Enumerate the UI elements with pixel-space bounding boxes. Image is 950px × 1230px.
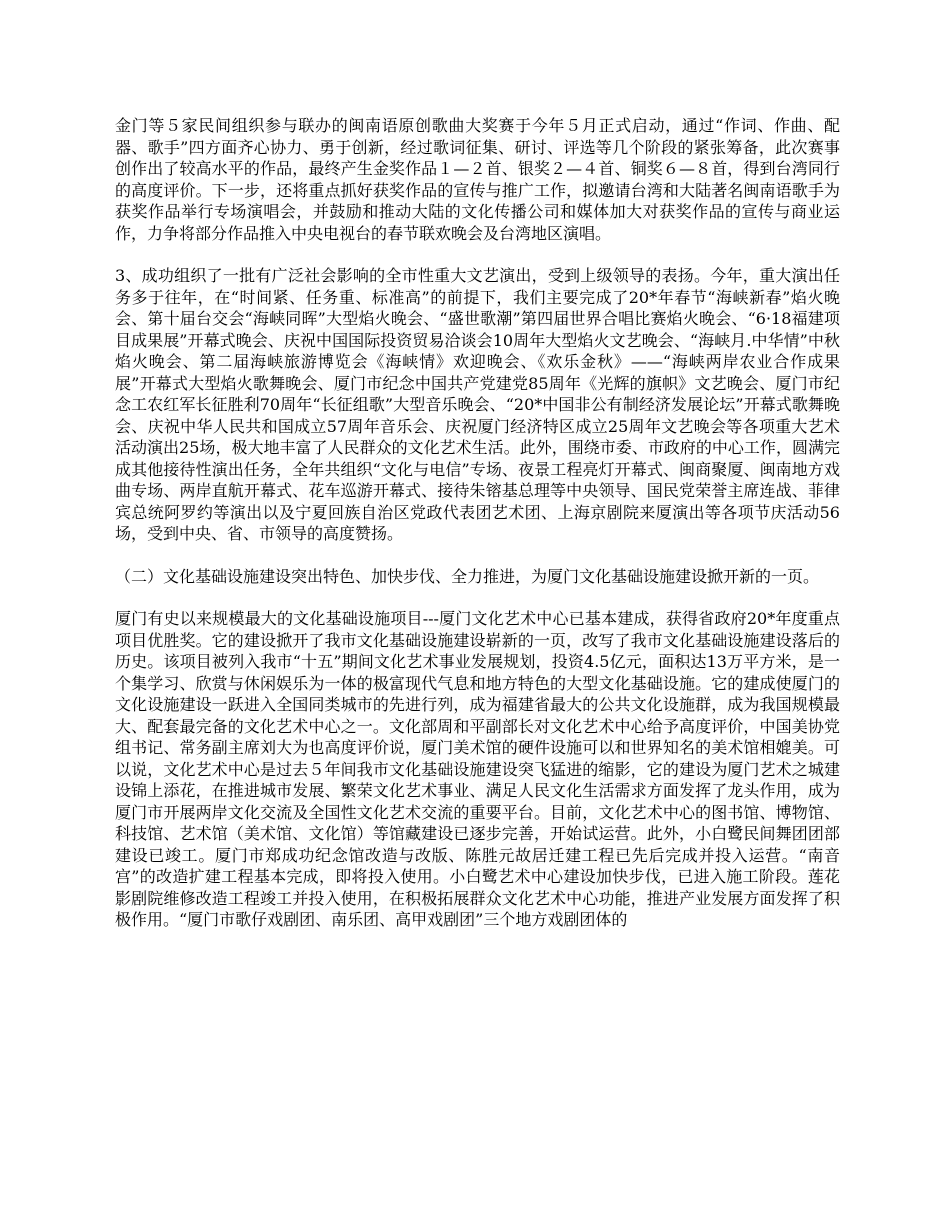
paragraph-major-performances: 3、成功组织了一批有广泛社会影响的全市性重大文艺演出，受到上级领导的表扬。今年，重大演出任务多于往年，在“时间紧、任务重、标准高”的前提下，我们主要完成了20*年春节“海峡新春”焰火晚会、第十届台交会“海峡同晖”大型焰火晚会、“盛世歌潮”第四届世界合唱比赛焰火晚会、“6·18福建项目成果展”开幕式晚会、庆祝中国国际投资贸易洽谈会10周年大型焰火文艺晚会、“海峡月.中华情”中秋焰火晚会、第二届海峡旅游博览会《海峡情》欢迎晚会、《欢乐金秋》——“海峡两岸农业合作成果展”开幕式大型焰火歌舞晚会、厦门市纪念中国共产党建党85周年《光辉的旗帜》文艺晚会、厦门市纪念工农红军长征胜利70周年“长征组歌”大型音乐晚会、“20*中国非公有制经济发展论坛”开幕式歌舞晚会、庆祝中华人民共和国成立57周年音乐会、庆祝厦门经济特区成立25周年文艺晚会等各项重大艺术活动演出25场，极大地丰富了人民群众的文化艺术生活。此外，围绕市委、市政府的中心工作，圆满完成其他接待性演出任务，全年共组织“文化与电信”专场、夜景工程亮灯开幕式、闽商聚厦、闽南地方戏曲专场、两岸直航开幕式、花车巡游开幕式、接待朱镕基总理等中央领导、国民党荣誉主席连战、菲律宾总统阿罗约等演出以及宁夏回族自治区党政代表团艺术团、上海京剧院来厦演出等各项节庆活动56场，受到中央、省、市领导的高度赞扬。 [115,266,840,543]
section-heading-infrastructure: （二）文化基础设施建设突出特色、加快步伐、全力推进，为厦门文化基础设施建设掀开新的一页。 [115,566,820,586]
paragraph-arts-center: 厦门有史以来规模最大的文化基础设施项目---厦门文化艺术中心已基本建成，获得省政府20*年度重点项目优胜奖。它的建设掀开了我市文化基础设施建设崭新的一页，改写了我市文化基础设施建设落后的历史。该项目被列入我市“十五”期间文化艺术事业发展规划，投资4.5亿元，面积达13万平方米，是一个集学习、欣赏与休闲娱乐为一体的极富现代气息和地方特色的大型文化基础设施。它的建成使厦门的文化设施建设一跃进入全国同类城市的先进行列，成为福建省最大的公共文化设施群，成为我国规模最大、配套最完备的文化艺术中心之一。文化部周和平副部长对文化艺术中心给予高度评价，中国美协党组书记、常务副主席刘大为也高度评价说，厦门美术馆的硬件设施可以和世界知名的美术馆相媲美。可以说，文化艺术中心是过去５年间我市文化基础设施建设突飞猛进的缩影，它的建设为厦门艺术之城建设锦上添花，在推进城市发展、繁荣文化艺术事业、满足人民文化生活需求方面发挥了龙头作用，成为厦门市开展两岸文化交流及全国性文化艺术交流的重要平台。目前，文化艺术中心的图书馆、博物馆、科技馆、艺术馆（美术馆、文化馆）等馆藏建设已逐步完善，开始试运营。此外，小白鹭民间舞团团部建设已竣工。厦门市郑成功纪念馆改造与改版、陈胜元故居迁建工程已先后完成并投入运营。“南音宫”的改造扩建工程基本完成，即将投入使用。小白鹭艺术中心建设加快步伐，已进入施工阶段。莲花影剧院维修改造工程竣工并投入使用，在积极拓展群众文化艺术中心功能，推进产业发展方面发挥了积极作用。“厦门市歌仔戏剧团、南乐团、高甲戏剧团”三个地方戏剧团体的 [115,609,840,929]
paragraph-singing-contest: 金门等５家民间组织参与联办的闽南语原创歌曲大奖赛于今年５月正式启动，通过“作词、作曲、配器、歌手”四方面齐心协力、勇于创新，经过歌词征集、研讨、评选等几个阶段的紧张筹备，此次赛事创作出了较高水平的作品，最终产生金奖作品１—２首、银奖２—４首、铜奖６—８首，得到台湾同行的高度评价。下一步，还将重点抓好获奖作品的宣传与推广工作，拟邀请台湾和大陆著名闽南语歌手为获奖作品举行专场演唱会，并鼓励和推动大陆的文化传播公司和媒体加大对获奖作品的宣传与商业运作，力争将部分作品推入中央电视台的春节联欢晚会及台湾地区演唱。 [115,116,840,243]
document-body [115,115,840,952]
